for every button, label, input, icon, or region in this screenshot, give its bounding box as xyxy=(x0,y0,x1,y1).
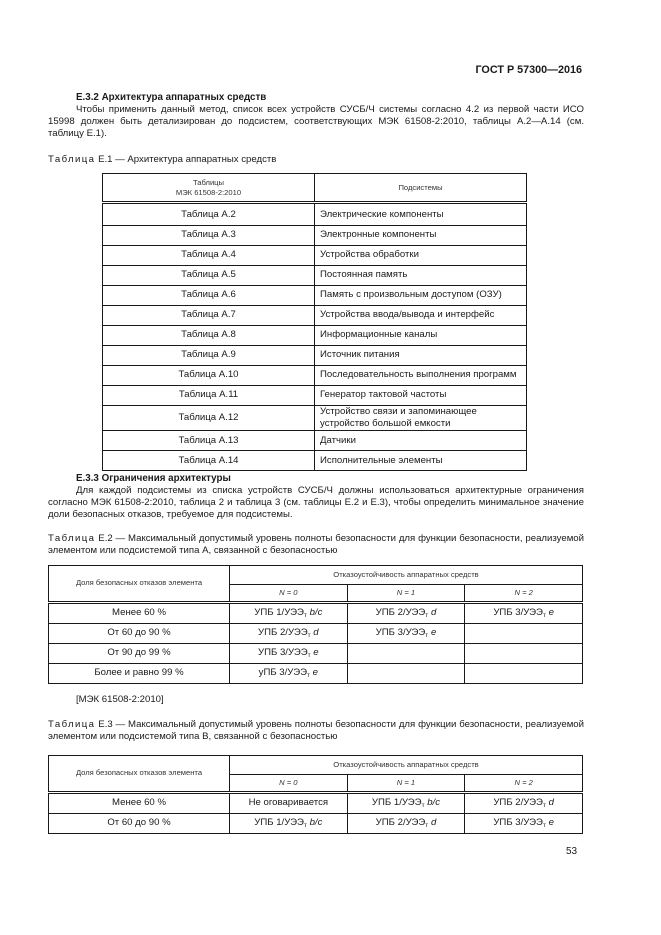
caption-prefix: Таблица xyxy=(48,154,96,165)
t1-cell-table: Таблица А.4 xyxy=(103,246,315,266)
table-row xyxy=(49,644,583,664)
level-subscript: т xyxy=(425,611,429,619)
t1-cell-table: Таблица А.3 xyxy=(103,226,315,246)
caption-text: Е.1 — Архитектура аппаратных средств xyxy=(95,154,277,165)
t1-cell-table: Таблица А.9 xyxy=(103,346,315,366)
level-subscript: т xyxy=(303,611,307,619)
level-text: УПБ 2/УЭЭ xyxy=(493,796,543,808)
t2-col-n0: N = 0 xyxy=(230,585,348,603)
t1-cell-subsystem: Электронные компоненты xyxy=(315,226,527,246)
level-cell xyxy=(347,814,465,834)
level-cell xyxy=(230,814,348,834)
t3-col-n1: N = 1 xyxy=(347,775,465,793)
level-note: e xyxy=(548,606,554,618)
table-row xyxy=(103,326,527,346)
t1-cell-subsystem: Генератор тактовой частоты xyxy=(315,386,527,406)
t1-cell-subsystem: Электрические компоненты xyxy=(315,203,527,226)
level-cell xyxy=(465,624,583,644)
level-cell xyxy=(347,644,465,664)
table-row xyxy=(103,266,527,286)
section-e33-text: Для каждой подсистемы из списка устройств СУСБ/Ч должны использоваться архитектурные ограничения согласно МЭК 61508-2:2010, таблица 2 и таблица 3 (см. таблицы Е.2 и Е.3), чтобы определить минимальное значение доли безопасных отказов, требуемое для подсистемы. xyxy=(48,485,584,521)
caption-text: Е.3 — Максимальный допустимый уровень полноты безопасности для функции безопасности, реализуемой элементом или подсистемой типа В, связанной с безопасностью xyxy=(48,719,584,743)
row-label: Более и равно 99 % xyxy=(49,664,230,684)
t1-cell-table: Таблица А.10 xyxy=(103,366,315,386)
document-header: ГОСТ Р 57300—2016 xyxy=(475,64,582,76)
table-row xyxy=(103,346,527,366)
t2-col-label: Доля безопасных отказов элемента xyxy=(49,566,230,603)
level-note: d xyxy=(313,626,319,638)
t1-cell-table: Таблица А.13 xyxy=(103,431,315,451)
row-label: От 60 до 90 % xyxy=(49,624,230,644)
level-text: УПБ 1/УЭЭ xyxy=(254,606,304,618)
table-row xyxy=(103,386,527,406)
section-e32-text: Чтобы применить данный метод, список всех устройств СУСБ/Ч системы согласно 4.2 из первой части ИСО 15998 должен быть детализирован до подсистем, соответствующих МЭК 61508-2:2010, таблицы А.2—А.14 (см. таблицу Е.1). xyxy=(48,104,584,140)
table-row xyxy=(103,203,527,226)
level-cell xyxy=(230,644,348,664)
table-row xyxy=(49,603,583,624)
table-row xyxy=(103,406,527,431)
table1-caption xyxy=(48,154,584,166)
level-cell xyxy=(465,814,583,834)
level-note: d xyxy=(430,606,437,618)
table-row xyxy=(49,664,583,684)
t2-col-n2: N = 2 xyxy=(465,585,583,603)
table-row xyxy=(49,793,583,814)
table-row xyxy=(103,451,527,471)
level-text: Не оговаривается xyxy=(248,796,329,808)
table-row xyxy=(103,431,527,451)
t1-cell-table: Таблица А.6 xyxy=(103,286,315,306)
page-number: 53 xyxy=(566,846,578,857)
level-cell xyxy=(347,603,465,624)
table-row xyxy=(103,366,527,386)
level-note: e xyxy=(312,666,318,678)
t1-col-subsystems: Подсистемы xyxy=(315,174,527,203)
t1-cell-subsystem: Последовательность выполнения программ xyxy=(315,366,527,386)
t1-cell-table: Таблица А.7 xyxy=(103,306,315,326)
t1-cell-subsystem: Постоянная память xyxy=(315,266,527,286)
t3-col-group: Отказоустойчивость аппаратных средств xyxy=(230,756,583,775)
level-subscript: т xyxy=(307,651,311,659)
t3-col-n0: N = 0 xyxy=(230,775,348,793)
level-cell xyxy=(230,603,348,624)
table-row xyxy=(103,286,527,306)
level-cell xyxy=(465,603,583,624)
level-subscript: т xyxy=(307,631,311,639)
t1-cell-table: Таблица А.14 xyxy=(103,451,315,471)
level-text: УПБ 3/УЭЭ xyxy=(493,816,543,828)
level-text: УПБ 1/УЭЭ xyxy=(254,816,304,828)
t1-cell-table: Таблица А.8 xyxy=(103,326,315,346)
row-label: Менее 60 % xyxy=(49,603,230,624)
level-cell xyxy=(465,664,583,684)
table-e2 xyxy=(48,565,583,684)
level-cell xyxy=(465,793,583,814)
level-note: d xyxy=(430,816,437,828)
t1-cell-subsystem: Датчики xyxy=(315,431,527,451)
level-cell xyxy=(347,793,465,814)
level-subscript: т xyxy=(421,801,425,809)
caption-prefix: Таблица xyxy=(48,719,96,730)
table-e3 xyxy=(48,755,583,834)
t1-cell-subsystem: Устройства ввода/вывода и интерфейс xyxy=(315,306,527,326)
row-label: От 90 до 99 % xyxy=(49,644,230,664)
table-row xyxy=(49,814,583,834)
caption-prefix: Таблица xyxy=(48,533,96,544)
level-text: УПБ 3/УЭЭ xyxy=(493,606,543,618)
level-cell xyxy=(347,664,465,684)
level-subscript: т xyxy=(542,611,546,619)
table-row xyxy=(103,246,527,266)
row-label: Менее 60 % xyxy=(49,793,230,814)
level-text: УПБ 3/УЭЭ xyxy=(258,646,308,658)
level-subscript: т xyxy=(303,821,307,829)
level-subscript: т xyxy=(307,671,310,679)
t1-cell-table: Таблица А.12 xyxy=(103,406,315,431)
level-subscript: т xyxy=(542,821,546,829)
level-note: e xyxy=(430,626,437,638)
section-e32-heading: Е.3.2 Архитектура аппаратных средств xyxy=(76,92,267,103)
level-text: УПБ 2/УЭЭ xyxy=(258,626,308,638)
t3-col-label: Доля безопасных отказов элемента xyxy=(49,756,230,793)
level-cell xyxy=(465,644,583,664)
row-label: От 60 до 90 % xyxy=(49,814,230,834)
level-cell xyxy=(347,624,465,644)
level-text: УПБ 2/УЭЭ xyxy=(375,606,426,618)
t1-cell-table: Таблица А.2 xyxy=(103,203,315,226)
level-note: e xyxy=(548,816,554,828)
level-text: УПБ 1/УЭЭ xyxy=(371,796,422,808)
table-row xyxy=(103,306,527,326)
t1-cell-subsystem: Устройство связи и запоминающее устройство большой емкости xyxy=(315,406,527,431)
level-note: d xyxy=(548,796,554,808)
level-note: b/c xyxy=(309,816,323,828)
level-subscript: т xyxy=(425,821,429,829)
table2-source: [МЭК 61508-2:2010] xyxy=(76,694,164,705)
table3-caption xyxy=(48,719,584,743)
t1-cell-subsystem: Устройства обработки xyxy=(315,246,527,266)
level-cell xyxy=(230,664,348,684)
level-text: уПБ 3/УЭЭ xyxy=(258,666,307,678)
t1-cell-table: Таблица А.5 xyxy=(103,266,315,286)
level-text: УПБ 2/УЭЭ xyxy=(375,816,426,828)
level-cell xyxy=(230,624,348,644)
t2-col-n1: N = 1 xyxy=(347,585,465,603)
level-subscript: т xyxy=(542,801,546,809)
t1-cell-subsystem: Информационные каналы xyxy=(315,326,527,346)
level-cell xyxy=(230,793,348,814)
t2-col-group: Отказоустойчивость аппаратных средств xyxy=(230,566,583,585)
t3-col-n2: N = 2 xyxy=(465,775,583,793)
table-row xyxy=(103,226,527,246)
t1-cell-subsystem: Исполнительные элементы xyxy=(315,451,527,471)
table-row xyxy=(49,624,583,644)
level-subscript: т xyxy=(425,631,429,639)
t1-col-tables: Таблицы МЭК 61508-2:2010 xyxy=(103,174,315,203)
level-text: УПБ 3/УЭЭ xyxy=(375,626,426,638)
caption-text: Е.2 — Максимальный допустимый уровень полноты безопасности для функции безопасности, реализуемой элементом или подсистемой типа А, связанной с безопасностью xyxy=(48,533,584,557)
t1-cell-subsystem: Источник питания xyxy=(315,346,527,366)
level-note: b/c xyxy=(427,796,441,808)
table2-caption xyxy=(48,533,584,557)
t1-cell-subsystem: Память с произвольным доступом (ОЗУ) xyxy=(315,286,527,306)
section-e33-heading: Е.3.3 Ограничения архитектуры xyxy=(76,473,231,484)
table-e1 xyxy=(102,173,527,471)
t1-cell-table: Таблица А.11 xyxy=(103,386,315,406)
level-note: e xyxy=(313,646,319,658)
level-note: b/c xyxy=(309,606,323,618)
